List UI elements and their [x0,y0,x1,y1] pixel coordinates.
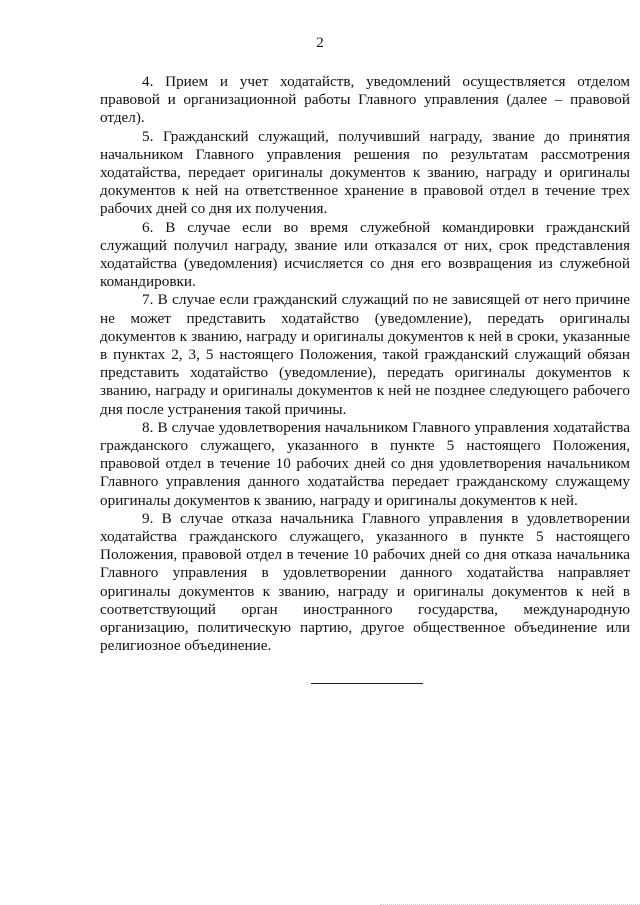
paragraph-item-5: 5. Гражданский служащий, получивший награду, звание до принятия начальником Главного управления решения по результатам рассмотрения ходатайства, передает оригиналы документов к званию, награду и оригиналы документов к ней на ответственное хранение в правовой отдел в течение трех рабочих дней со дня их получения. [100,127,630,218]
document-body [100,73,630,656]
paragraph-item-6: 6. В случае если во время служебной командировки гражданский служащий получил награду, звание или отказался от них, срок представления ходатайства (уведомления) исчисляется со дня его возвращения из служебной командировки. [100,218,630,291]
paragraph-item-4: 4. Прием и учет ходатайств, уведомлений осуществляется отделом правовой и организационной работы Главного управления (далее – правовой отдел). [100,73,630,127]
paragraph-item-9: 9. В случае отказа начальника Главного управления в удовлетворении ходатайства гражданского служащего, указанного в пункте 5 настоящего Положения, правовой отдел в течение 10 рабочих дней со дня отказа начальника Главного управления в удовлетворении данного ходатайства направляет оригиналы документов к званию, награду и оригиналы документов к ней в соответствующий орган иностранного государства, международную организацию, политическую партию, другое общественное объединение или религиозное объединение. [100,509,630,655]
page-number: 2 [316,35,324,51]
paragraph-item-8: 8. В случае удовлетворения начальником Главного управления ходатайства гражданского служащего, указанного в пункте 5 настоящего Положения, правовой отдел в течение 10 рабочих дней со дня удовлетворения начальником Главного управления данного ходатайства передает гражданскому служащему оригиналы документов к званию, награду и оригиналы документов к ней. [100,418,630,509]
paragraph-item-7: 7. В случае если гражданский служащий по не зависящей от него причине не может представить ходатайство (уведомление), передать оригиналы документов к званию, награду и оригиналы документов к ней в сроки, указанные в пунктах 2, 3, 5 настоящего Положения, такой гражданский служащий обязан представить ходатайство (уведомление), передать оригиналы документов к званию, награду и оригиналы документов к ней не позднее следующего рабочего дня после устранения такой причины. [100,291,630,418]
end-of-document-rule [311,683,423,684]
